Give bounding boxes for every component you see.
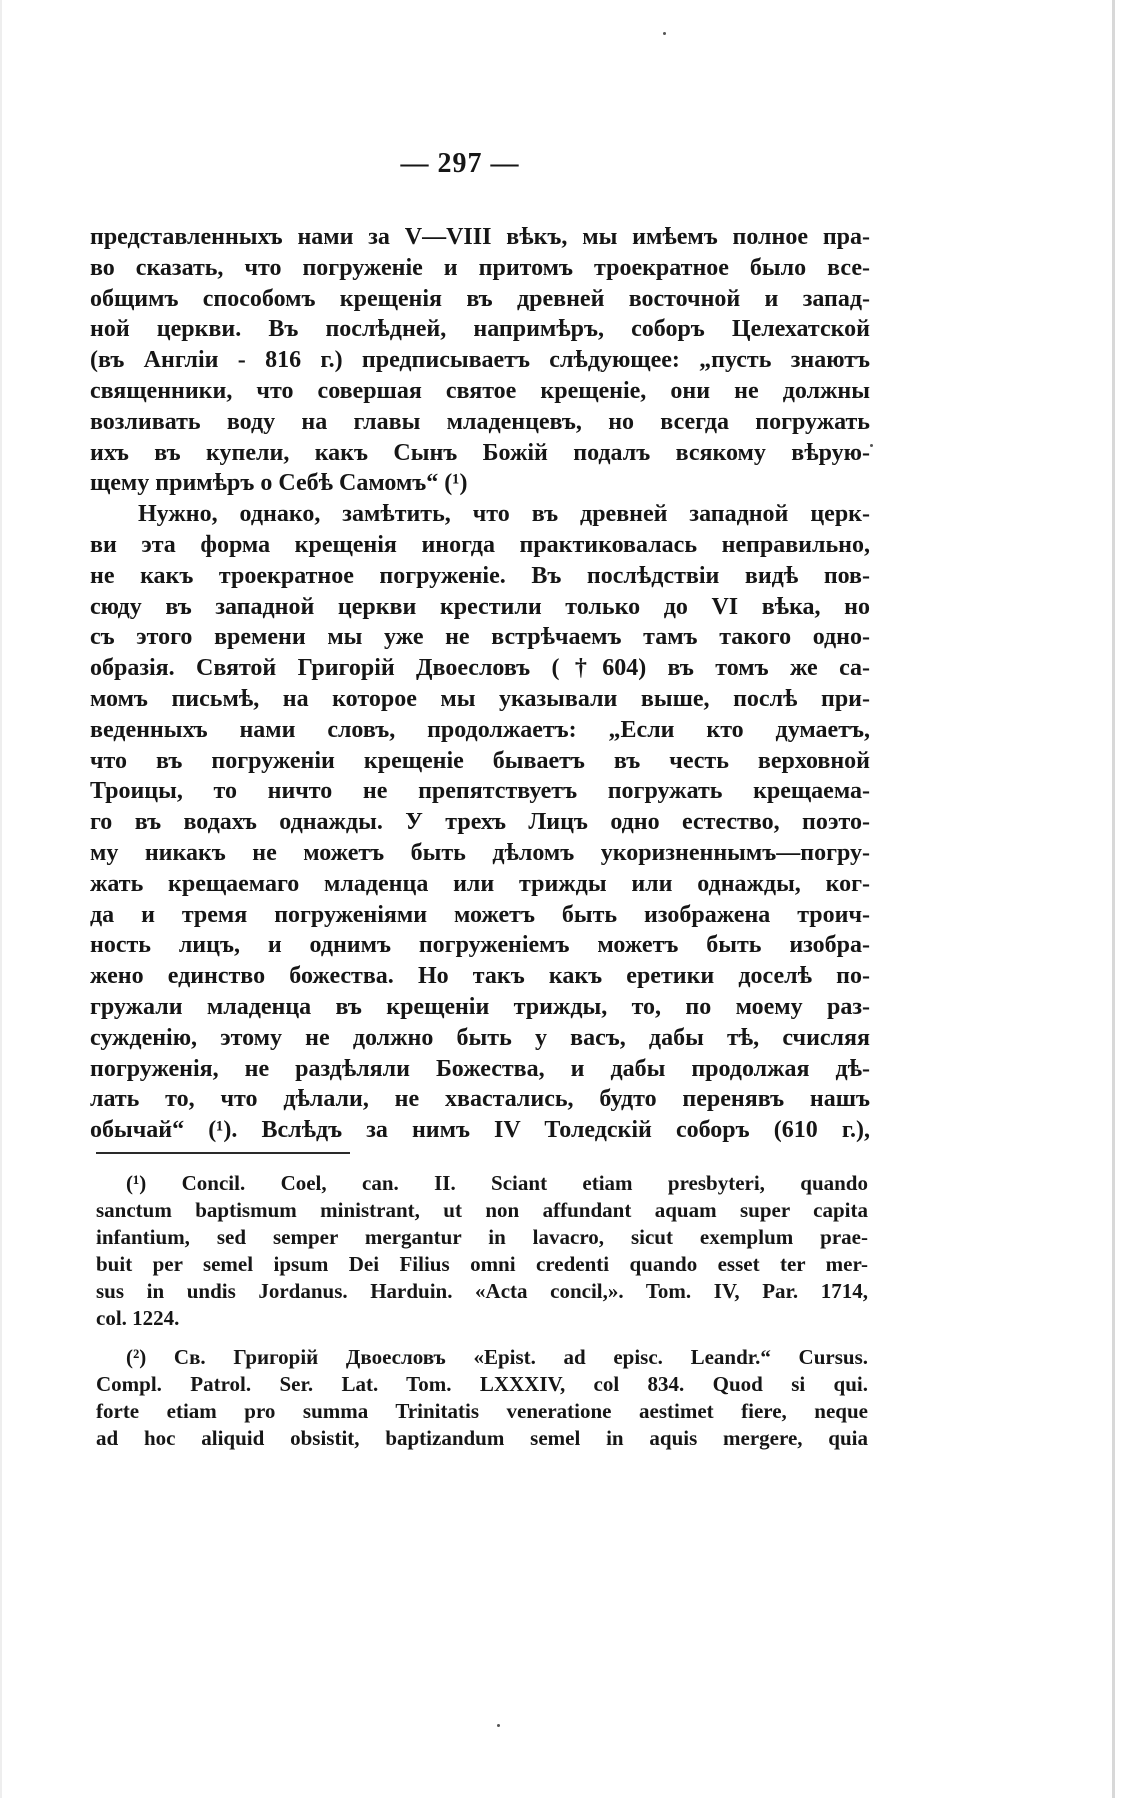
text-line: ви эта форма крещенія иногда практиковалась неправильно, <box>90 531 870 558</box>
text-line: погруженія, не раздѣляли Божества, и дабы продолжая дѣ- <box>90 1055 870 1082</box>
footnote-line: infantium, sed semper mergantur in lavacro, sicut exemplum prae- <box>96 1225 868 1249</box>
footnotes <box>96 1170 868 1464</box>
footnote-line: Compl. Patrol. Ser. Lat. Tom. LXXXIV, col 834. Quod si qui. <box>96 1372 868 1396</box>
page-edge-right <box>1112 0 1115 1798</box>
scan-speck <box>663 32 666 35</box>
text-line: (въ Англіи - 816 г.) предписываетъ слѣдующее: „пусть знаютъ <box>90 347 870 374</box>
text-line: жать крещаемаго младенца или трижды или однажды, ког- <box>90 870 870 897</box>
text-line: ной церкви. Въ послѣдней, напримѣръ, соборъ Целехатской <box>90 316 870 343</box>
footnote-separator <box>96 1152 350 1154</box>
text-line: представленныхъ нами за V—VIII вѣкъ, мы имѣемъ полное пра- <box>90 224 870 250</box>
text-line: возливать воду на главы младенцевъ, но всегда погружать <box>90 408 870 435</box>
footnote-line: buit per semel ipsum Dei Filius omni credenti quando esset ter mer- <box>96 1252 868 1276</box>
footnote-1 <box>96 1170 868 1332</box>
footnote-line: col. 1224. <box>96 1306 180 1330</box>
page-edge-left <box>0 0 2 1798</box>
text-line: веденныхъ нами словъ, продолжаетъ: „Если кто думаетъ, <box>90 716 870 743</box>
scan-speck <box>497 1724 500 1727</box>
footnote-line: (²) Св. Григорій Двоесловъ «Epist. ad episc. Leandr.“ Cursus. <box>126 1345 868 1369</box>
text-line: образія. Святой Григорій Двоесловъ (†604) въ томъ же са- <box>90 655 870 682</box>
text-line: ихъ въ купели, какъ Сынъ Божій подалъ всякому вѣрую- <box>90 439 870 466</box>
footnote-2 <box>96 1344 868 1452</box>
text-line: во сказать, что погруженіе и притомъ троекратное было все- <box>90 254 870 281</box>
footnote-line: (¹) Concil. Coel, can. II. Sciant etiam presbyteri, quando <box>126 1171 868 1195</box>
text-line: общимъ способомъ крещенія въ древней восточной и запад- <box>90 285 870 312</box>
footnote-line: sus in undis Jordanus. Harduin. «Acta concil,». Tom. IV, Par. 1714, <box>96 1279 868 1303</box>
text-line: что въ погруженіи крещеніе бываетъ въ честь верховной <box>90 747 870 774</box>
page-number: — 297 — <box>400 148 520 179</box>
text-line: момъ письмѣ, на которое мы указывали выше, послѣ при- <box>90 685 870 712</box>
text-line: жено единство божества. Но такъ какъ еретики доселѣ по- <box>90 963 870 990</box>
footnote-line: ad hoc aliquid obsistit, baptizandum semel in aquis mergere, quia <box>96 1426 868 1450</box>
text-line: Нужно, однако, замѣтить, что въ древней западной церк- <box>138 501 870 528</box>
text-line: обычай“ (¹). Вслѣдъ за нимъ IV Толедскій соборъ (610 г.), <box>90 1117 870 1144</box>
text-line: Троицы, то ничто не препятствуетъ погружать крещаема- <box>90 778 870 805</box>
text-line: да и тремя погруженіями можетъ быть изображена троич- <box>90 901 870 928</box>
text-line: щему примѣръ о Себѣ Самомъ“ (¹) <box>90 470 468 497</box>
main-text <box>90 222 870 1146</box>
text-line: ность лицъ, и однимъ погруженіемъ можетъ быть изобра- <box>90 932 870 959</box>
text-line: священники, что совершая святое крещеніе, они не должны <box>90 377 870 404</box>
text-line: не какъ троекратное погруженіе. Въ послѣдствіи видѣ пов- <box>90 562 870 589</box>
text-line: лать то, что дѣлали, не хвастались, будто перенявъ нашъ <box>90 1086 870 1113</box>
text-line: сюду въ западной церкви крестили только до VI вѣка, но <box>90 593 870 620</box>
text-line: съ этого времени мы уже не встрѣчаемъ тамъ такого одно- <box>90 624 870 651</box>
text-line: го въ водахъ однажды. У трехъ Лицъ одно естество, поэто- <box>90 809 870 836</box>
scan-speck <box>870 444 873 447</box>
text-line: гружали младенца въ крещеніи трижды, то, по моему раз- <box>90 993 870 1020</box>
footnote-line: forte etiam pro summa Trinitatis veneratione aestimet fiere, neque <box>96 1399 868 1423</box>
text-line: сужденію, этому не должно быть у васъ, дабы тѣ, счисляя <box>90 1024 870 1051</box>
footnote-line: sanctum baptismum ministrant, ut non affundant aquam super capita <box>96 1198 868 1222</box>
text-line: му никакъ не можетъ быть дѣломъ укоризненнымъ—погру- <box>90 839 870 866</box>
